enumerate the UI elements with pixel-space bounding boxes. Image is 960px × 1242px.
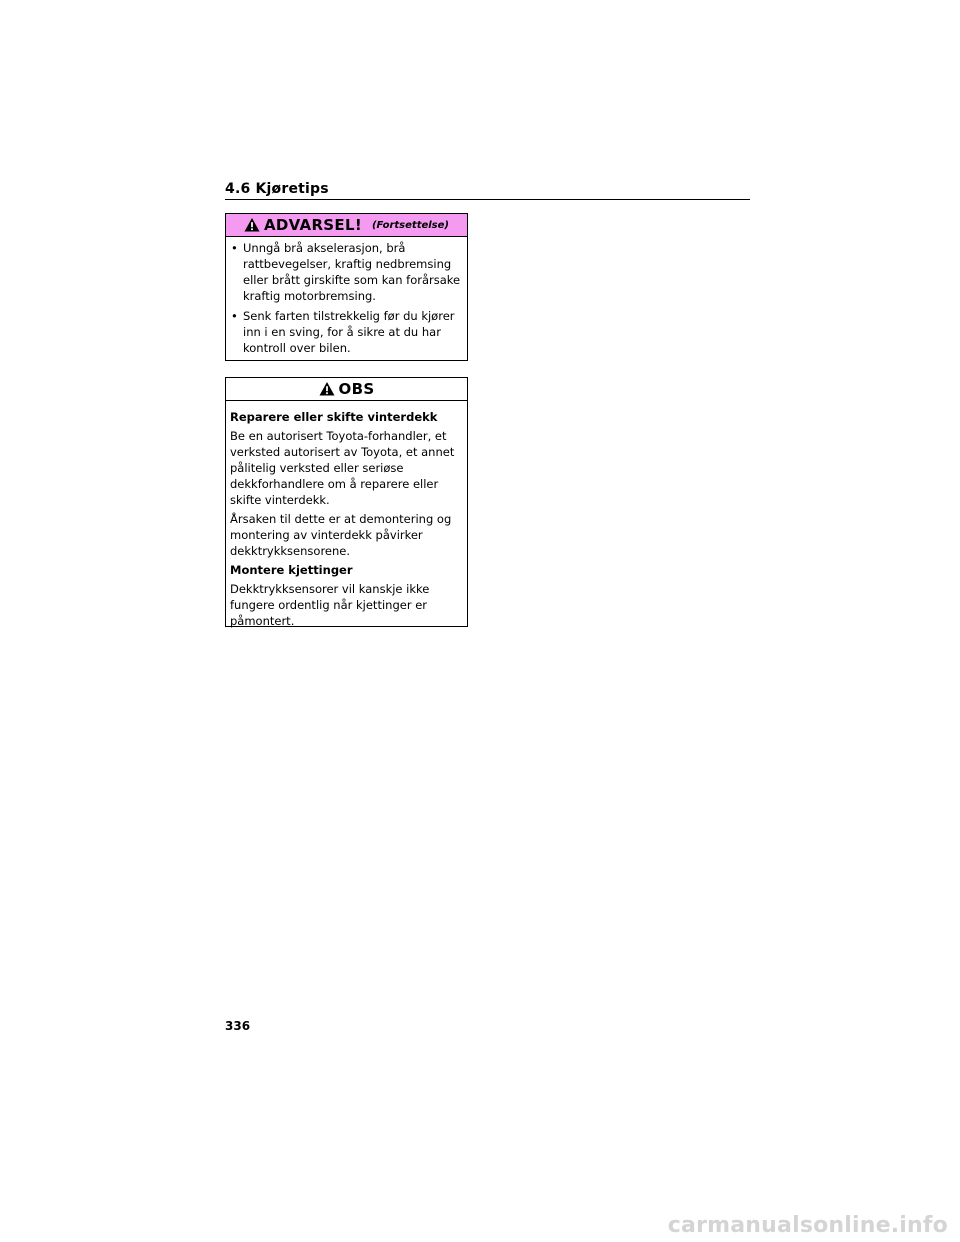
- section-header: [225, 178, 750, 200]
- list-item: [230, 308, 461, 356]
- warning-list: [230, 240, 461, 356]
- section-title: 4.6 Kjøretips: [225, 181, 329, 197]
- list-item-text: Unngå brå akselerasjon, brå rattbevegelser, kraftig nedbremsing eller brått girskifte som kan forårsake kraftig motorbremsing.: [243, 241, 461, 303]
- bullet-marker: •: [231, 241, 238, 255]
- notice-paragraph: Årsaken til dette er at demontering og montering av vinterdekk påvirker dekktrykksensorene.: [230, 512, 452, 558]
- warning-triangle-icon: [244, 217, 260, 233]
- notice-box-body: [226, 401, 467, 629]
- list-item-text: Senk farten tilstrekkelig før du kjører inn i en sving, for å sikre at du har kontroll over bilen.: [243, 309, 455, 355]
- warning-box-title: ADVARSEL!: [264, 216, 362, 234]
- notice-box-header: [226, 378, 467, 401]
- list-item: [230, 240, 461, 304]
- warning-triangle-icon: [319, 381, 335, 397]
- notice-paragraph: Be en autorisert Toyota-forhandler, et verksted autorisert av Toyota, et annet pålitelig verksted eller seriøse dekkforhandlere om å reparere eller skifte vinterdekk.: [230, 429, 455, 507]
- page-number: 336: [225, 1019, 251, 1033]
- warning-box-body: [226, 237, 467, 356]
- warning-box-subtitle: (Fortsettelse): [371, 219, 449, 231]
- warning-box-header: [226, 214, 467, 237]
- notice-box-title: OBS: [338, 380, 375, 398]
- notice-heading-chains: Montere kjettinger: [230, 563, 353, 577]
- watermark: carmanualsonline.info: [667, 1213, 948, 1238]
- notice-box: [225, 377, 468, 627]
- notice-paragraph: Dekktrykksensorer vil kanskje ikke fungere ordentlig når kjettinger er påmontert.: [230, 582, 430, 628]
- bullet-marker: •: [231, 309, 238, 323]
- warning-box: [225, 213, 468, 361]
- notice-heading-winter-tires: Reparere eller skifte vinterdekk: [230, 410, 438, 424]
